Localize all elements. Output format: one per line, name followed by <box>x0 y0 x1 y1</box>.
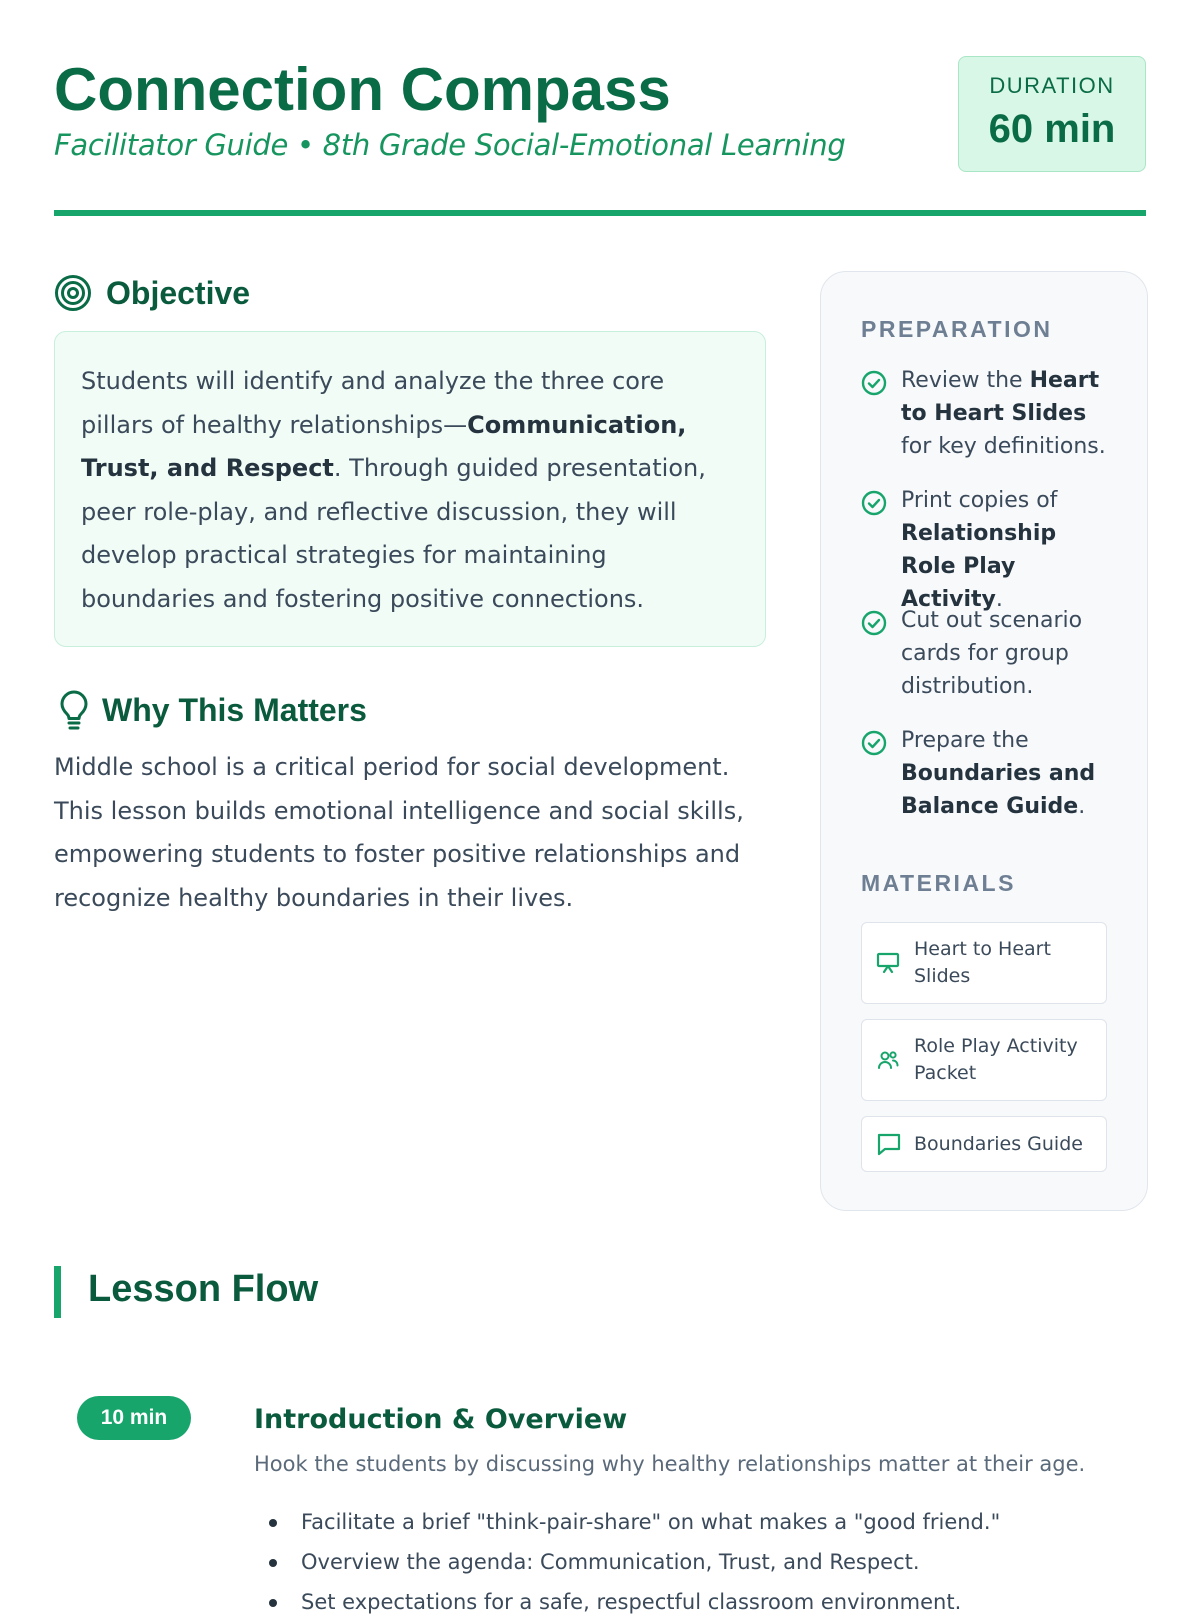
objective-box <box>54 331 766 647</box>
duration-badge <box>958 56 1146 172</box>
check-circle-icon <box>861 364 901 463</box>
why-text: Middle school is a critical period for social development. This lesson builds emotional intelligence and social skills, empowering students to foster positive relationships and recognize healthy boundaries in their lives. <box>54 753 744 912</box>
materials-heading: MATERIALS <box>861 870 1016 896</box>
step-bullet-list <box>254 1502 1134 1622</box>
check-circle-icon <box>861 724 901 823</box>
objective-title: Objective <box>106 274 251 311</box>
step-bullet: Overview the agenda: Communication, Trust, and Respect. <box>254 1542 1134 1582</box>
sidebar-panel <box>820 271 1148 1211</box>
page-title: Connection Compass <box>54 56 671 123</box>
step-title: Introduction & Overview <box>254 1404 628 1435</box>
step-bullet: Facilitate a brief "think-pair-share" on what makes a "good friend." <box>254 1502 1134 1542</box>
why-title: Why This Matters <box>102 691 367 728</box>
objective-text-bold: Communication, Trust, and Respect <box>81 410 687 482</box>
presentation-icon <box>876 951 914 975</box>
prep-item: Cut out scenario cards for group distribution. <box>861 604 1111 703</box>
material-label: Boundaries Guide <box>914 1132 1083 1155</box>
target-icon <box>54 274 92 312</box>
lesson-flow-accent-bar <box>54 1266 61 1318</box>
prep-item: Print copies of Relationship Role Play Activity. <box>861 484 1111 616</box>
duration-label: DURATION <box>989 73 1115 98</box>
check-circle-icon <box>861 484 901 616</box>
material-label: Role Play Activity Packet <box>914 1035 1078 1084</box>
material-item[interactable] <box>861 1019 1107 1101</box>
users-icon <box>876 1048 914 1072</box>
material-label: Heart to Heart Slides <box>914 938 1051 987</box>
material-item[interactable] <box>861 922 1107 1004</box>
check-circle-icon <box>861 604 901 703</box>
why-heading <box>56 690 367 730</box>
objective-text: Students will identify and analyze the three core pillars of healthy relationships— <box>81 367 665 439</box>
prep-item: Prepare the Boundaries and Balance Guide. <box>861 724 1111 823</box>
preparation-heading: PREPARATION <box>861 316 1053 342</box>
step-bullet: Set expectations for a safe, respectful classroom environment. <box>254 1582 1134 1622</box>
step-description: Hook the students by discussing why healthy relationships matter at their age. <box>254 1452 1086 1476</box>
page-header <box>54 56 1146 220</box>
page-subtitle: Facilitator Guide • 8th Grade Social-Emotional Learning <box>54 128 846 162</box>
prep-item: Review the Heart to Heart Slides for key definitions. <box>861 364 1111 463</box>
header-divider <box>54 210 1146 216</box>
duration-value: 60 min <box>988 107 1116 151</box>
objective-text-end: . Through guided presentation, peer role-play, and reflective discussion, they will develop practical strategies for maintaining boundaries and fostering positive connections. <box>81 454 706 613</box>
objective-heading <box>54 274 250 312</box>
lesson-flow-title: Lesson Flow <box>88 1268 319 1310</box>
lightbulb-icon <box>56 690 92 730</box>
material-item[interactable] <box>861 1116 1107 1172</box>
step-duration-pill: 10 min <box>77 1396 191 1440</box>
chat-bubble-icon <box>876 1131 914 1157</box>
